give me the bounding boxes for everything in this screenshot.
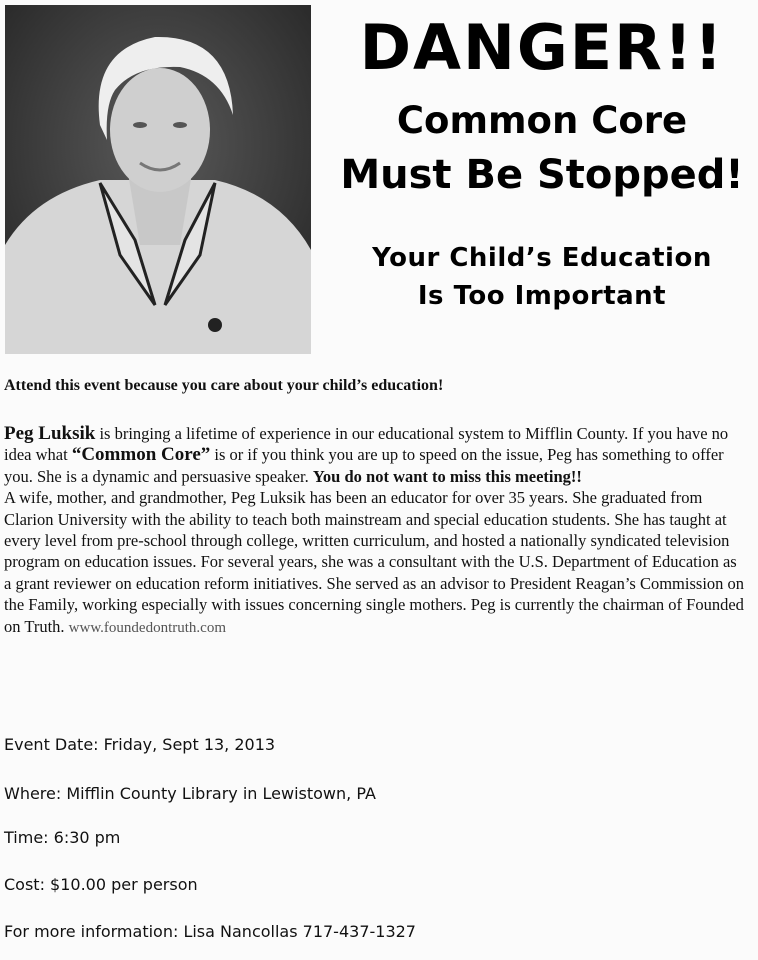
body-text — [4, 423, 748, 639]
subheadline-must-be-stopped: Must Be Stopped! — [340, 152, 744, 198]
paragraph-part-b: is or if you think you are up to speed on the issue, Peg has something to offer you. She is a dynamic and persuasive speaker. — [4, 445, 724, 486]
paragraph-part-a: is bringing a lifetime of experience in our educational system to Mifflin County. If you have no idea what — [4, 424, 729, 465]
headline-danger: DANGER!! — [359, 11, 725, 84]
event-cost: Cost: $10.00 per person — [4, 875, 198, 894]
common-core-term: “Common Core” — [71, 444, 211, 466]
bio-text: A wife, mother, and grandmother, Peg Luksik has been an educator for over 35 years. She graduated from Clarion University with the ability to teach both mainstream and special education students. She has taught at every level from pre-school through college, written curriculum, and hosted a nationally syndicated television program on education issues. For several years, she was a consultant with the U.S. Department of Education as a grant reviewer on education reform initiatives. She served as an advisor to President Reagan’s Commission on the Family, working especially with issues concerning single mothers. Peg is currently the chairman of Founded on Truth. — [4, 488, 745, 636]
tagline-line-1: Your Child’s Education — [372, 243, 712, 273]
subheadline-common-core: Common Core — [396, 99, 688, 142]
paragraph-intro — [4, 423, 748, 487]
tagline-line-2: Is Too Important — [417, 281, 667, 311]
website-link[interactable]: www.foundedontruth.com — [68, 619, 226, 636]
event-date: Event Date: Friday, Sept 13, 2013 — [4, 735, 276, 754]
speaker-name: Peg Luksik — [4, 423, 96, 444]
emphasis-text: You do not want to miss this meeting!! — [312, 466, 582, 486]
intro-text: Attend this event because you care about your child’s education! — [4, 377, 444, 394]
event-location: Where: Mifflin County Library in Lewistown, PA — [4, 784, 376, 803]
event-contact: For more information: Lisa Nancollas 717-437-1327 — [4, 922, 416, 941]
event-time: Time: 6:30 pm — [4, 828, 121, 847]
speaker-photo — [5, 5, 311, 354]
paragraph-bio — [4, 487, 748, 639]
